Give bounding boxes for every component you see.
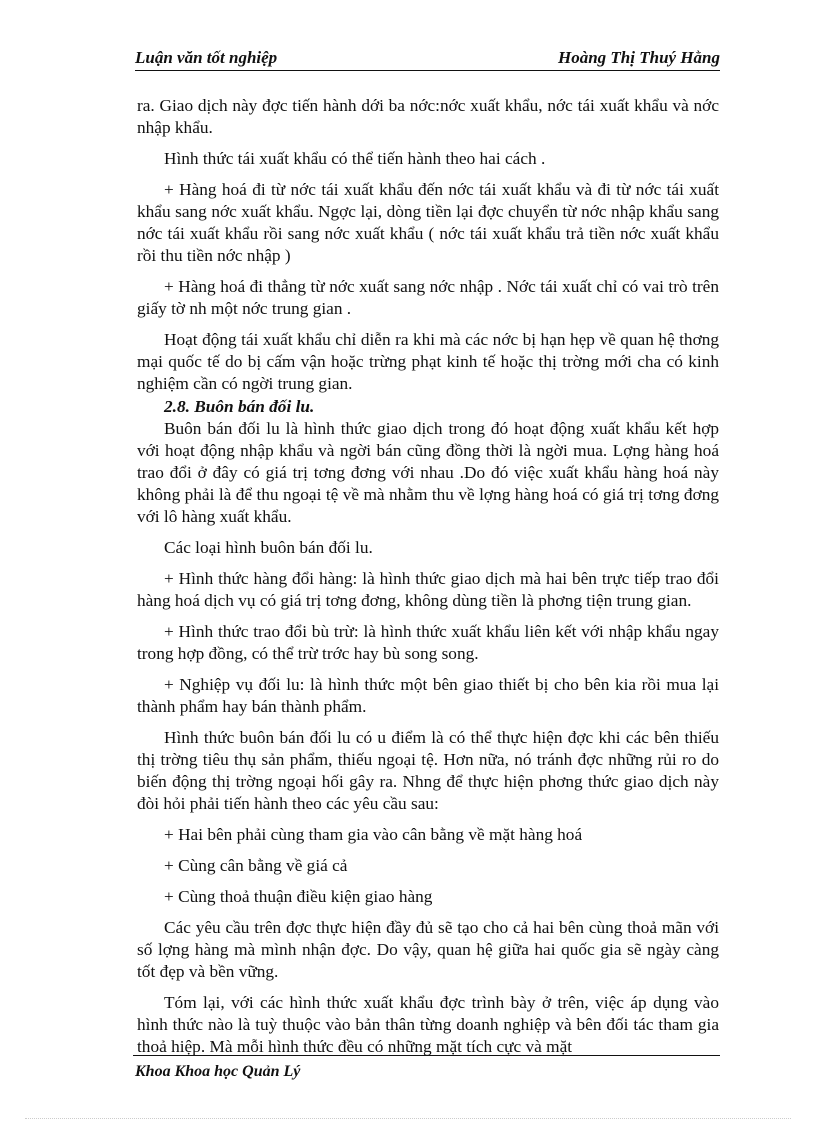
paragraph: + Hình thức trao đổi bù trừ: là hình thức xuất khẩu liên kết với nhập khẩu ngay trong hợp đồng, có thể trừ trớc hay bù song song. xyxy=(137,622,719,663)
paragraph: Hoạt động tái xuất khẩu chỉ diễn ra khi mà các nớc bị hạn hẹp về quan hệ thơng mại quốc tế do bị cấm vận hoặc trừng phạt kinh tế hoặc thị trờng mới cha có kinh nghiệm cần có ngời trung gian. xyxy=(137,330,719,393)
page-edge-dotted-line xyxy=(25,1118,791,1119)
paragraph: Buôn bán đối lu là hình thức giao dịch trong đó hoạt động xuất khẩu kết hợp với hoạt động nhập khẩu và ngời bán cũng đồng thời là ngời mua. Lợng hàng hoá trao đổi ở đây có giá trị tơng đơng với nhau .Do đó việc xuất khẩu hàng hoá này không phải là để thu ngoại tệ về mà nhằm thu về lợng hàng hoá có giá trị tơng đơng với lô hàng xuất khẩu. xyxy=(137,419,719,526)
paragraph: Các loại hình buôn bán đối lu. xyxy=(164,538,373,557)
paragraph: Hình thức buôn bán đối lu có u điểm là có thể thực hiện đợc khi các bên thiếu thị trờng tiêu thụ sản phẩm, thiếu ngoại tệ. Hơn nữa, nó tránh đợc những rủi ro do biến động thị trờng ngoại hối gây ra. Nhng để thực hiện phơng thức giao dịch này đòi hỏi phải tiến hành theo các yêu cầu sau: xyxy=(137,728,719,813)
list-item: + Hai bên phải cùng tham gia vào cân bằng về mặt hàng hoá xyxy=(164,825,583,844)
page-footer: Khoa Khoa học Quản Lý xyxy=(135,1063,301,1080)
document-body xyxy=(137,95,719,1058)
header-author-name: Hoàng Thị Thuý Hằng xyxy=(557,48,720,67)
paragraph: Tóm lại, với các hình thức xuất khẩu đợc trình bày ở trên, việc áp dụng vào hình thức nào là tuỳ thuộc vào bản thân từng doanh nghiệp và bên đối tác tham gia thoả hiệp. Mà mỗi hình thức đều có những mặt tích cực và mặt xyxy=(137,993,719,1056)
header-divider xyxy=(135,70,720,71)
header-thesis-title: Luận văn tốt nghiệp xyxy=(135,48,278,67)
list-item: + Cùng cân bằng về giá cả xyxy=(164,856,348,875)
paragraph: + Hàng hoá đi từ nớc tái xuất khẩu đến nớc tái xuất khẩu và đi từ nớc tái xuất khẩu sang nớc xuất khẩu. Ngợc lại, dòng tiền lại đợc chuyển từ nớc nhập khẩu sang nớc tái xuất khẩu rồi sang nớc xuất khẩu ( nớc tái xuất khẩu trả tiền nớc xuất khẩu rồi thu tiền nớc nhập ) xyxy=(137,180,719,265)
paragraph: + Nghiệp vụ đối lu: là hình thức một bên giao thiết bị cho bên kia rồi mua lại thành phẩm hay bán thành phẩm. xyxy=(137,675,719,716)
paragraph: Hình thức tái xuất khẩu có thể tiến hành theo hai cách . xyxy=(164,149,546,168)
footer-divider xyxy=(133,1055,720,1056)
page-header xyxy=(135,44,720,68)
paragraph: + Hàng hoá đi thẳng từ nớc xuất sang nớc nhập . Nớc tái xuất chỉ có vai trò trên giấy tờ nh một nớc trung gian . xyxy=(137,277,719,318)
list-item: + Cùng thoả thuận điều kiện giao hàng xyxy=(164,887,433,906)
paragraph: Các yêu cầu trên đợc thực hiện đầy đủ sẽ tạo cho cả hai bên cùng thoả mãn với số lợng hàng mà mình nhận đợc. Do vậy, quan hệ giữa hai quốc gia sẽ ngày càng tốt đẹp và bền vững. xyxy=(137,918,719,981)
section-heading: 2.8. Buôn bán đối lu. xyxy=(164,397,315,416)
paragraph: + Hình thức hàng đổi hàng: là hình thức giao dịch mà hai bên trực tiếp trao đổi hàng hoá dịch vụ có giá trị tơng đơng, không dùng tiền là phơng tiện trung gian. xyxy=(137,569,719,610)
paragraph: ra. Giao dịch này đợc tiến hành dới ba nớc:nớc xuất khẩu, nớc tái xuất khẩu và nớc nhập khẩu. xyxy=(137,96,719,137)
